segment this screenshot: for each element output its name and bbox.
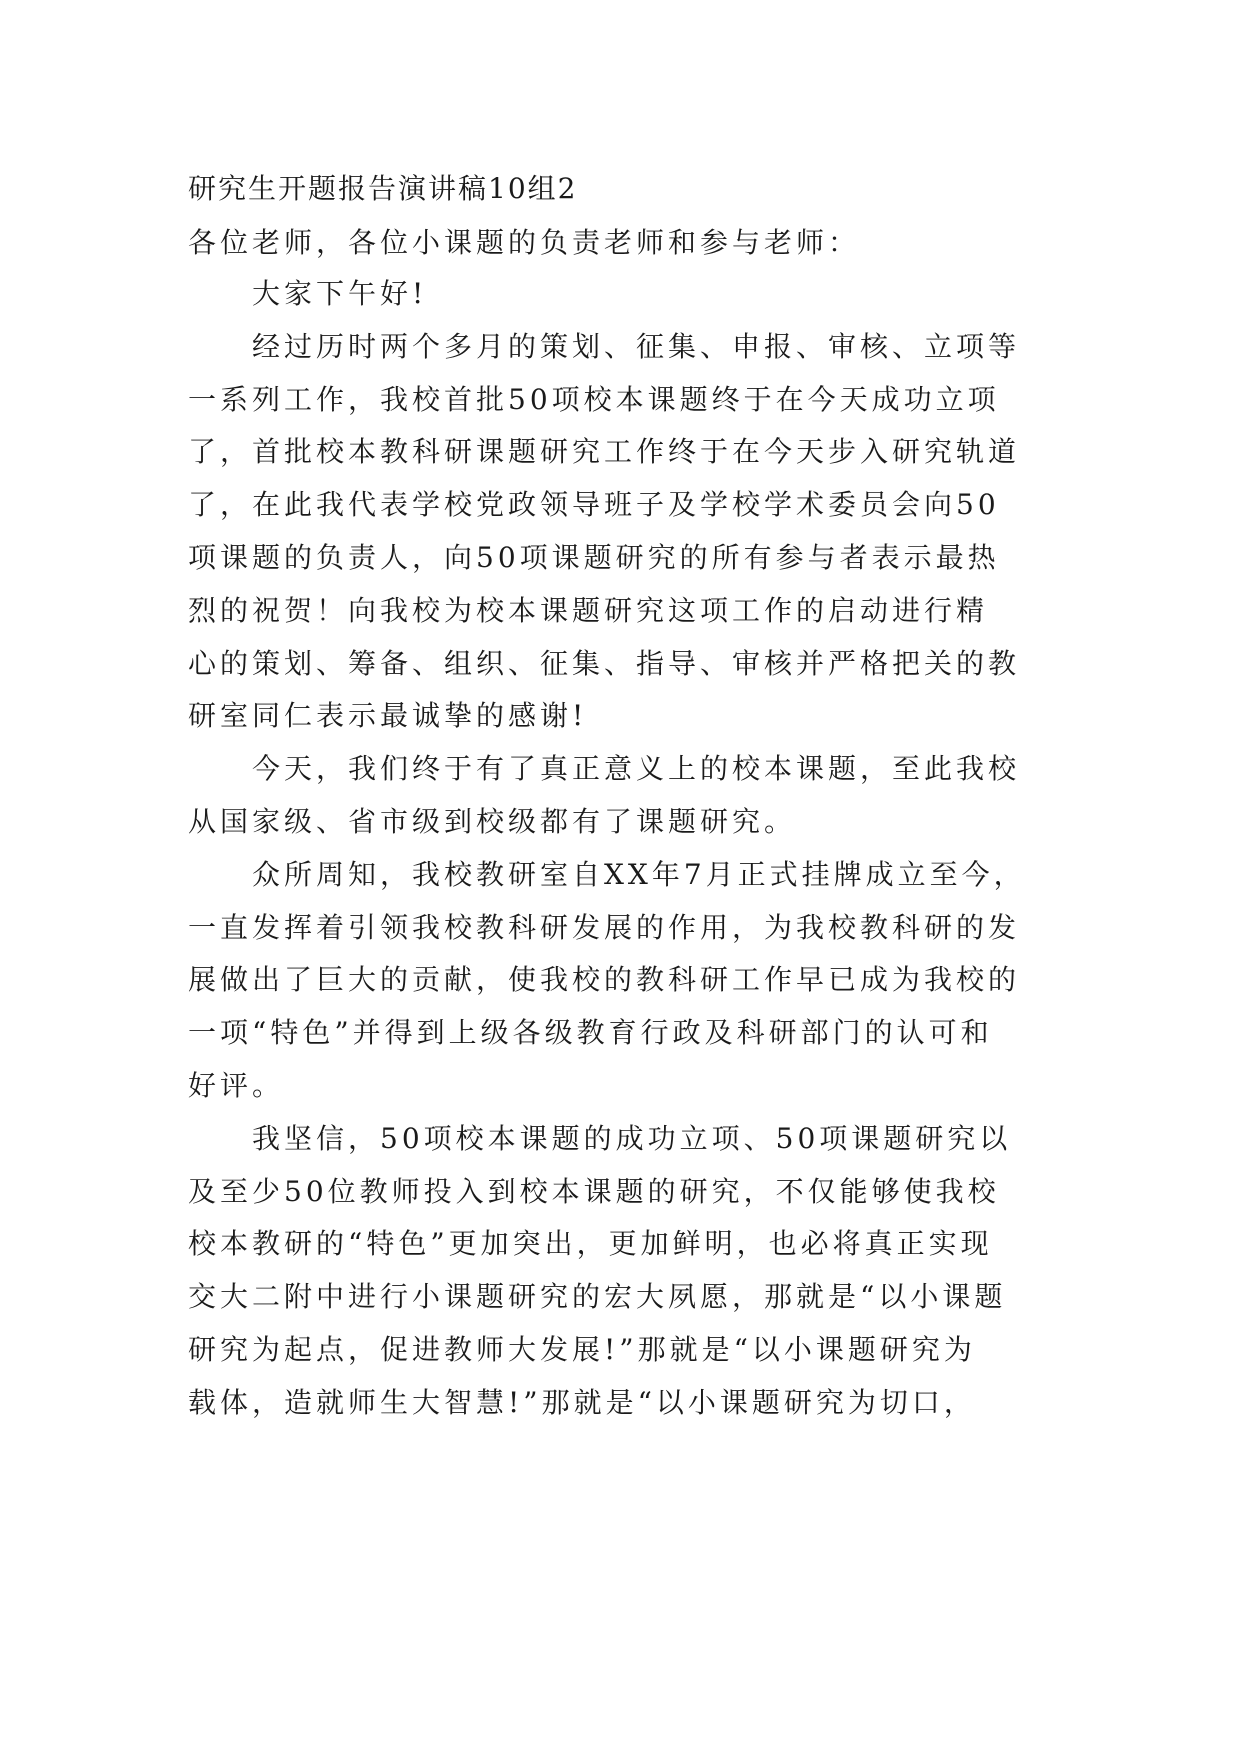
- paragraph-line: 一项“特色”并得到上级各级教育行政及科研部门的认可和: [188, 1016, 993, 1050]
- paragraph-line: 众所周知，我校教研室自XX年7月正式挂牌成立至今，: [252, 857, 1026, 891]
- paragraph-today: [188, 743, 1056, 849]
- paragraph-greeting: [188, 268, 1056, 321]
- paragraph-line: 从国家级、省市级到校级都有了课题研究。: [188, 804, 797, 838]
- paragraph-line: 好评。: [188, 1068, 285, 1102]
- paragraph-line: 研究为起点，促进教师大发展!”那就是“以小课题研究为: [188, 1332, 976, 1366]
- salutation: 各位老师，各位小课题的负责老师和参与老师：: [188, 226, 861, 259]
- paragraph-line: 一直发挥着引领我校教科研发展的作用，为我校教科研的发: [188, 910, 1021, 944]
- paragraph-congratulations: [188, 321, 1056, 743]
- paragraph-research-office: [188, 849, 1056, 1113]
- paragraph-line: 我坚信，50项校本课题的成功立项、50项课题研究以: [252, 1121, 1012, 1155]
- paragraph-line: 校本教研的“特色”更加突出，更加鲜明，也必将真正实现: [188, 1227, 993, 1261]
- paragraph-line: 烈的祝贺！向我校为校本课题研究这项工作的启动进行精: [188, 593, 989, 627]
- paragraph-line: 经过历时两个多月的策划、征集、申报、审核、立项等: [252, 329, 1021, 363]
- paragraph-line: 今天，我们终于有了真正意义上的校本课题，至此我校: [252, 752, 1021, 786]
- paragraph-line: 一系列工作，我校首批50项校本课题终于在今天成功立项: [188, 382, 1000, 416]
- paragraph-line: 心的策划、筹备、组织、征集、指导、审核并严格把关的教: [188, 646, 1021, 680]
- paragraph-line: 了，首批校本教科研课题研究工作终于在今天步入研究轨道: [188, 435, 1021, 469]
- paragraph-line: 了，在此我代表学校党政领导班子及学校学术委员会向50: [188, 488, 1000, 522]
- paragraph-line: 及至少50位教师投入到校本课题的研究，不仅能够使我校: [188, 1174, 1000, 1208]
- document-title: 研究生开题报告演讲稿10组2: [188, 172, 578, 205]
- paragraph-line: 大家下午好!: [252, 277, 428, 310]
- paragraph-line: 研室同仁表示最诚挚的感谢!: [188, 699, 588, 733]
- document-body: [188, 160, 1056, 1430]
- paragraph-belief: [188, 1113, 1056, 1430]
- paragraph-line: 交大二附中进行小课题研究的宏大夙愿，那就是“以小课题: [188, 1280, 1007, 1314]
- paragraph-line: 项课题的负责人，向50项课题研究的所有参与者表示最热: [188, 540, 1000, 574]
- paragraph-line: 载体，造就师生大智慧!”那就是“以小课题研究为切口，: [188, 1385, 976, 1419]
- paragraph-line: 展做出了巨大的贡献，使我校的教科研工作早已成为我校的: [188, 963, 1021, 997]
